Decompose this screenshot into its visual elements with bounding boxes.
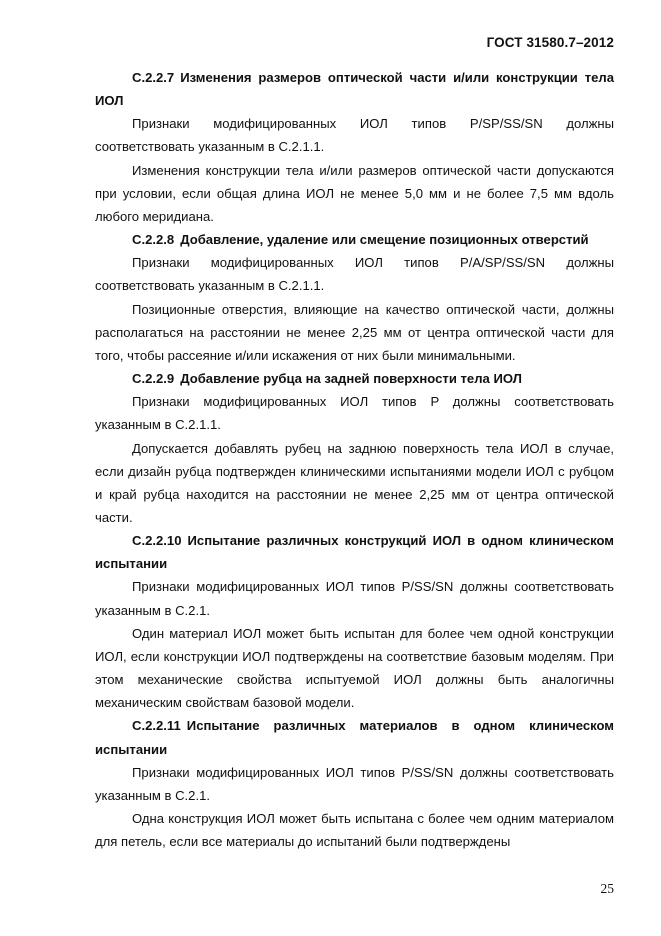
paragraph: Признаки модифицированных ИОЛ типов P/SP/SS/SN должны соответствовать указанным в C.2.1.1. [95, 116, 614, 155]
section-number: C.2.2.7 [132, 70, 175, 85]
section-heading [95, 66, 614, 112]
section-number: C.2.2.10 [132, 533, 182, 549]
section-number: C.2.2.8 [132, 232, 175, 248]
section-heading [95, 529, 614, 575]
paragraph: Позиционные отверстия, влияющие на качество оптической части, должны располагаться на расстоянии не менее 2,25 мм от центра оптической части для того, чтобы рассеяние и/или искажения от них были минимальными. [95, 301, 614, 363]
paragraph: Допускается добавлять рубец на заднюю поверхность тела ИОЛ в случае, если дизайн рубца подтвержден клиническими испытаниями модели ИОЛ с рубцом и край рубца находится на расстоянии не менее 2,25 мм от центра оптической части. [95, 440, 614, 525]
section-title: Испытание различных материалов в одном клиническом испытании [95, 718, 614, 757]
section-heading [95, 367, 614, 390]
section-title: Добавление рубца на задней поверхности тела ИОЛ [180, 371, 522, 387]
paragraph: Признаки модифицированных ИОЛ типов P/A/SP/SS/SN должны соответствовать указанным в C.2.1.1. [95, 255, 614, 294]
section-heading [95, 714, 614, 760]
section-title: Испытание различных конструкций ИОЛ в одном клиническом испытании [95, 533, 614, 572]
page-number: 25 [600, 881, 614, 896]
paragraph: Изменения конструкции тела и/или размеров оптической части допускаются при условии, если общая длина ИОЛ не менее 5,0 мм и не более 7,5 мм вдоль любого меридиана. [95, 162, 614, 224]
paragraph: Признаки модифицированных ИОЛ типов P должны соответствовать указанным в C.2.1.1. [95, 394, 614, 433]
document-body [95, 66, 614, 853]
section-number: C.2.2.11 [132, 718, 181, 734]
paragraph: Одна конструкция ИОЛ может быть испытана с более чем одним материалом для петель, если все материалы до испытаний были подтверждены [95, 811, 614, 850]
section-heading [95, 228, 614, 251]
document-code-header: ГОСТ 31580.7–2012 [486, 35, 614, 50]
paragraph: Признаки модифицированных ИОЛ типов P/SS/SN должны соответствовать указанным в C.2.1. [95, 579, 614, 618]
section-number: C.2.2.9 [132, 371, 175, 387]
section-title: Изменения размеров оптической части и/или конструкции тела ИОЛ [95, 70, 614, 109]
paragraph: Признаки модифицированных ИОЛ типов P/SS/SN должны соответствовать указанным в C.2.1. [95, 764, 614, 803]
paragraph: Один материал ИОЛ может быть испытан для более чем одной конструкции ИОЛ, если конструкции ИОЛ подтверждены на соответствие базовым моделям. При этом механические свойства испытуемой ИОЛ должны быть аналогичны механическим свойствам базовой модели. [95, 625, 614, 711]
section-title: Добавление, удаление или смещение позиционных отверстий [180, 232, 589, 248]
